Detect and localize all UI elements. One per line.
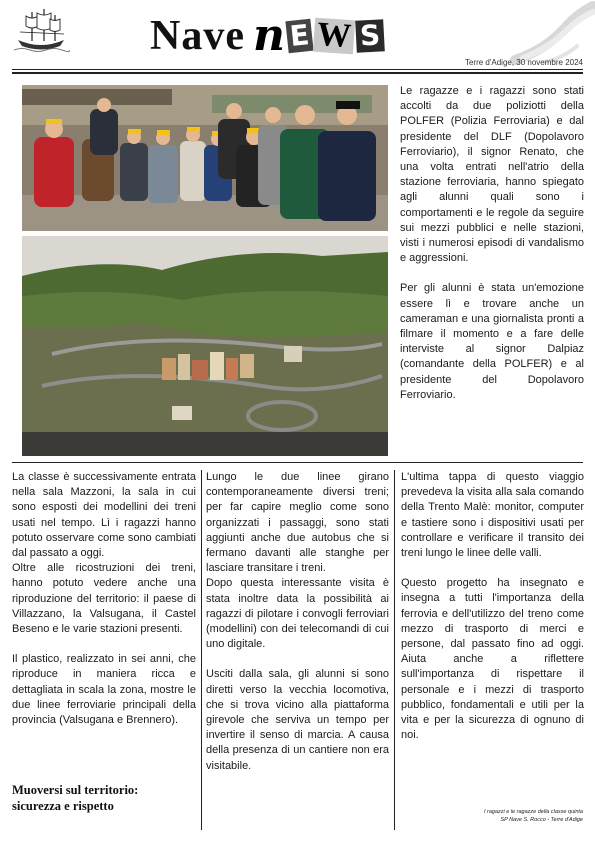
paragraph: Dopo questa interessante visita è stata inoltre data la possibilità ai ragazzi di pilotare i convogli ferroviari (modellini) con dei telecomandi di cui uno digitale. [206,577,389,651]
news-letter-e: E [285,19,313,53]
paragraph: Lungo le due linee girano contemporaneamente diversi treni; per far capire meglio come sono organizzati i passaggi, sono stati aggiunti anche due autobus che si fermano davanti alle stanghe per lasciare transitare i treni. [206,471,389,575]
header-rule-top [12,69,583,70]
column-divider [394,470,395,830]
paragraph: Questo progetto ha insegnato e insegna a tutti l'importanza della ferrovia e dell'utilizzo del treno come mezzo di trasporto di merci e persone, dal passato fino ad oggi. Aiuta anche a riflettere sull'importanza di rispettare il personale e i mezzi di trasporto pubblico, fondamentali e utili per la vita e per la sicurezza di ognuno di noi. [401,577,584,742]
paragraph: Usciti dalla sala, gli alunni si sono diretti verso la vecchia locomotiva, che si trova vicino alla piattaforma girevole che serviva un tempo per invertire il senso di marcia. A causa della presenza di un cantiere non era visitabile. [206,668,389,772]
subheading-line-1: Muoversi sul territorio: [12,783,139,797]
paper-swirl-icon [505,0,595,66]
paragraph: Per gli alunni è stata un'emozione essere lì e trovare anche un cameraman e una giornalista pronti a filmare il momento e a fare delle interviste al signor Dalpiaz (comandante della POLFER) e al presidente del Dopolavoro Ferroviario. [400,282,584,401]
column-divider [201,470,202,830]
dateline: Terre d'Adige, 30 novembre 2024 [464,58,583,67]
masthead-news-cutout [252,10,384,61]
subheading [12,782,196,814]
credit-line-2: SP Nave S. Rocco - Terre d'Adige [500,817,583,823]
ship-logo-icon [12,6,70,54]
header-rule-bottom [12,72,583,74]
paragraph: L'ultima tappa di questo viaggio prevedeva la visita alla sala comando della Trento Malè: monitor, computer e tastiere sono i dispositivi usati per controllare e verificare il transito dei treni lungo le linee delle valli. [401,471,584,560]
news-letter-w: W [313,18,355,55]
masthead-title: Nave [150,13,245,59]
news-letter-s: S [355,19,385,52]
article-intro [400,84,584,403]
paragraph: Il plastico, realizzato in sei anni, che riproduce in maniera ricca e dettagliata in scala la zona, mostre le due linee ferroviarie principali della provincia (Valsugana e Brennero). [12,653,196,727]
column-3 [401,470,584,743]
paragraph: La classe è successivamente entrata nella sala Mazzoni, la sala in cui sono esposti dei modellini dei treni usati nel tempo. Lì i ragazzi hanno potuto osservare come sono cambiati dal passato a oggi. [12,471,196,560]
column-2 [206,470,389,774]
paragraph: Le ragazze e i ragazzi sono stati accolti da due poliziotti della POLFER (Polizia Ferroviaria) e dal presidente del DLF (Dopolavoro Ferroviario), il signor Renato, che una volta entrati nell'atrio della stazione ferroviaria, hanno spiegato agli alunni quali sono i comportamenti e le regole da seguire sui mezzi pubblici e nelle stazioni, visti i numerosi episodi di vandalismo e aggressioni. [400,85,584,265]
column-1 [12,470,196,728]
credit-line-1: I ragazzi e le ragazze della classe quinta [483,809,583,815]
credit [484,808,583,824]
news-letter-n: n [252,10,285,61]
subheading-line-2: sicurezza e rispetto [12,799,114,813]
paragraph: Oltre alle ricostruzioni dei treni, hanno potuto vedere anche una riproduzione del territorio: il paese di Villazzano, la Valsugana, il Castel Beseno e le varie stazioni presenti. [12,562,196,636]
section-rule [12,462,583,463]
model-railway-photo [22,236,388,456]
group-photo [22,85,388,231]
masthead [150,10,384,62]
